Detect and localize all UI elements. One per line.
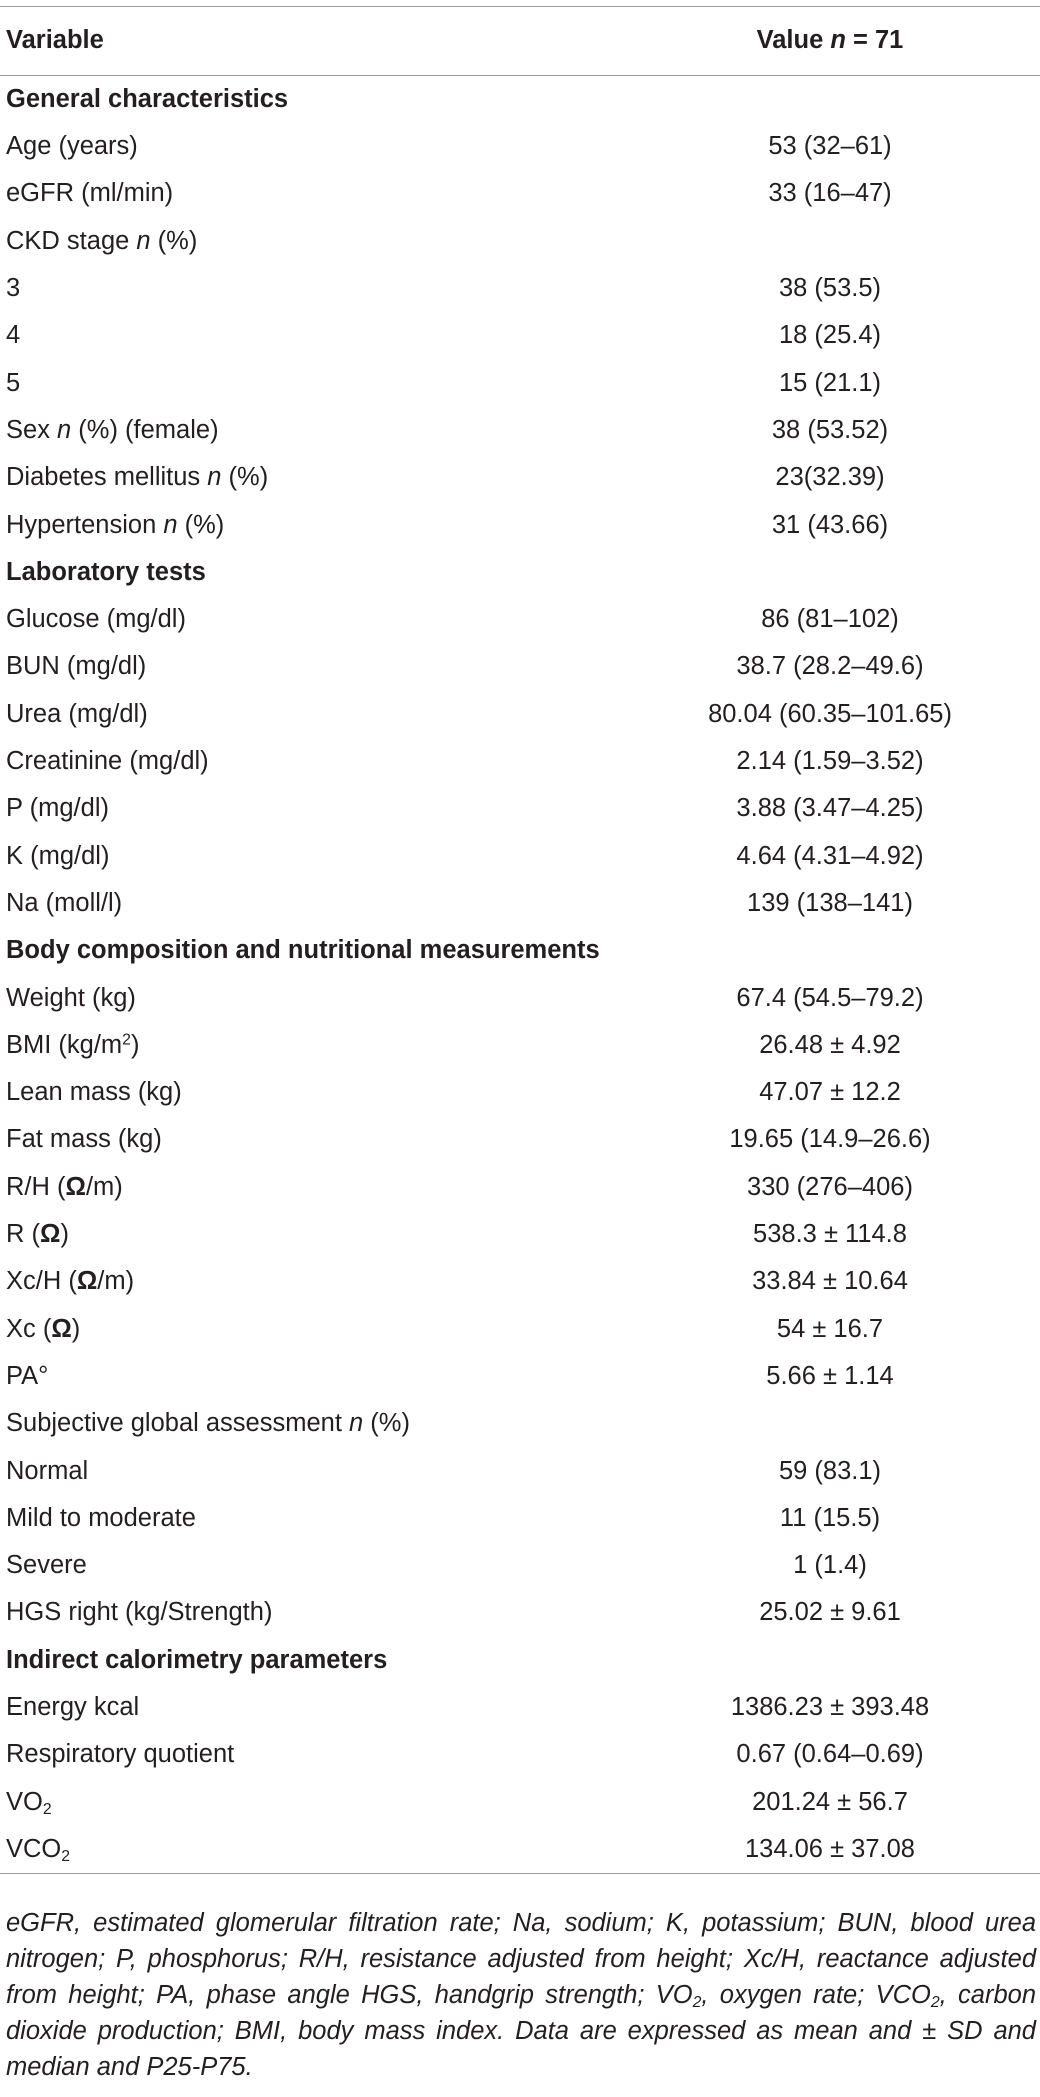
row-value: 53 (32–61): [768, 132, 892, 161]
row-label: 4: [6, 321, 21, 350]
row-label: Hypertension n (%): [6, 510, 225, 539]
table-row: [0, 1022, 1040, 1069]
row-value: 38 (53.52): [771, 415, 889, 444]
row-value: 1386.23 ± 393.48: [730, 1692, 930, 1721]
row-label: Lean mass (kg): [6, 1078, 182, 1107]
row-value: 0.67 (0.64–0.69): [736, 1740, 924, 1769]
row-value: 54 ± 16.7: [776, 1314, 884, 1343]
table-row: [0, 1258, 1040, 1305]
row-value: 2.14 (1.59–3.52): [736, 747, 924, 776]
row-label: Fat mass (kg): [6, 1125, 162, 1154]
row-label: HGS right (kg/Strength): [6, 1598, 273, 1627]
row-label: Xc/H (Ω/m): [6, 1267, 135, 1296]
table-row: [0, 1590, 1040, 1637]
table-row: [0, 596, 1040, 643]
row-label: Weight (kg): [6, 983, 136, 1012]
row-label: Sex n (%) (female): [6, 415, 219, 444]
table-row: [0, 1069, 1040, 1116]
row-value: 38 (53.5): [778, 274, 882, 303]
table-row: [0, 880, 1040, 927]
table-row: [0, 1353, 1040, 1400]
row-label: Creatinine (mg/dl): [6, 747, 209, 776]
row-value: 3.88 (3.47–4.25): [736, 794, 924, 823]
row-label: Xc (Ω): [6, 1314, 81, 1343]
row-value: 19.65 (14.9–26.6): [729, 1125, 931, 1154]
table-footnote: eGFR, estimated glomerular filtration rate; Na, sodium; K, potassium; BUN, blood urea nitrogen; P, phosphorus; R/H, resistance adjusted from height; Xc/H, reactance adjusted from height; PA, phase angle HGS, handgrip strength; $VO_2$, oxygen rate; $VCO_2$, carbon dioxide production; BMI, body mass index. Data are expressed as mean and ± SD and median and P25-P75.: [6, 1909, 1036, 2081]
table-row: [0, 1164, 1040, 1211]
row-label: Energy kcal: [6, 1692, 140, 1721]
table-row: [0, 1542, 1040, 1589]
section-lab: [0, 549, 1040, 596]
table-row: [0, 502, 1040, 549]
row-label: $VCO_2$: [6, 1834, 71, 1865]
row-label: Glucose (mg/dl): [6, 605, 186, 634]
row-value: 31 (43.66): [771, 510, 889, 539]
table-row: [0, 975, 1040, 1022]
row-value: 80.04 (60.35–101.65): [708, 699, 952, 728]
row-label: PA°: [6, 1361, 49, 1390]
row-label: Diabetes mellitus n (%): [6, 463, 269, 492]
row-label: Respiratory quotient: [6, 1740, 235, 1769]
table-row: [0, 407, 1040, 454]
table-row: [0, 644, 1040, 691]
table-row: [0, 1826, 1040, 1874]
table-row: [0, 738, 1040, 785]
section-title: Laboratory tests: [6, 557, 206, 586]
row-label: BMI $(kg/m^2)$: [6, 1030, 140, 1059]
row-label: Severe: [6, 1551, 87, 1580]
table-row: [0, 123, 1040, 170]
row-label: R/H (Ω/m): [6, 1172, 123, 1201]
table-row: [0, 1306, 1040, 1353]
table-row: [0, 833, 1040, 880]
row-value: 18 (25.4): [778, 321, 882, 350]
table-row: [0, 265, 1040, 312]
table-header: [0, 7, 1040, 76]
row-label: 5: [6, 368, 21, 397]
table-row: [0, 1779, 1040, 1826]
row-value: 26.48 ± 4.92: [759, 1030, 901, 1059]
row-label: CKD stage n (%): [6, 226, 198, 255]
table-row: [0, 171, 1040, 218]
section-general: [0, 76, 1040, 123]
header-variable: Variable: [6, 26, 104, 55]
row-label: $VO_2$: [6, 1787, 52, 1818]
data-table: [0, 6, 1040, 1874]
row-label: eGFR (ml/min): [6, 179, 174, 208]
section-title: Body composition and nutritional measurements: [6, 936, 600, 965]
table-row: [0, 360, 1040, 407]
table-row: [0, 1117, 1040, 1164]
row-value: 86 (81–102): [761, 605, 899, 634]
row-label: Subjective global assessment n (%): [6, 1409, 410, 1438]
table-row: [0, 312, 1040, 359]
row-value: 38.7 (28.2–49.6): [736, 652, 924, 681]
table-row: [0, 691, 1040, 738]
table-row: [0, 1495, 1040, 1542]
row-value: 538.3 ± 114.8: [753, 1220, 907, 1249]
row-value: 5.66 ± 1.14: [766, 1361, 894, 1390]
row-value: 67.4 (54.5–79.2): [736, 983, 924, 1012]
row-value: 47.07 ± 12.2: [759, 1078, 901, 1107]
row-value: 139 (138–141): [747, 888, 913, 917]
table-row: [0, 454, 1040, 501]
row-value: 1 (1.4): [793, 1551, 867, 1580]
row-label: Urea (mg/dl): [6, 699, 148, 728]
row-label: K (mg/dl): [6, 841, 110, 870]
section-title: Indirect calorimetry parameters: [6, 1645, 388, 1674]
section-title: General characteristics: [6, 84, 289, 113]
row-value: 134.06 ± 37.08: [745, 1834, 915, 1863]
table-row: [0, 1448, 1040, 1495]
row-value: 25.02 ± 9.61: [759, 1598, 901, 1627]
row-value: 201.24 ± 56.7: [752, 1787, 908, 1816]
section-calorimetry: [0, 1637, 1040, 1684]
table-row: [0, 1731, 1040, 1778]
row-value: 23(32.39): [775, 463, 885, 492]
row-label: P (mg/dl): [6, 794, 109, 823]
row-value: 33 (16–47): [768, 179, 892, 208]
row-label: Age (years): [6, 132, 138, 161]
table-row: [0, 218, 1040, 265]
table-row: [0, 1684, 1040, 1731]
row-value: 330 (276–406): [747, 1172, 913, 1201]
header-value: Value n = 71: [756, 26, 904, 55]
table-row: [0, 1400, 1040, 1447]
row-label: Normal: [6, 1456, 89, 1485]
row-label: Na (moll/l): [6, 888, 123, 917]
row-label: R (Ω): [6, 1220, 69, 1249]
row-value: 59 (83.1): [778, 1456, 882, 1485]
table-row: [0, 1211, 1040, 1258]
section-body-composition: [0, 927, 1040, 974]
row-label: Mild to moderate: [6, 1503, 196, 1532]
row-label: 3: [6, 274, 21, 303]
row-value: 4.64 (4.31–4.92): [736, 841, 924, 870]
table-row: [0, 785, 1040, 832]
row-value: 15 (21.1): [778, 368, 882, 397]
row-value: 33.84 ± 10.64: [752, 1267, 908, 1296]
row-label: BUN (mg/dl): [6, 652, 147, 681]
row-value: 11 (15.5): [779, 1503, 881, 1532]
